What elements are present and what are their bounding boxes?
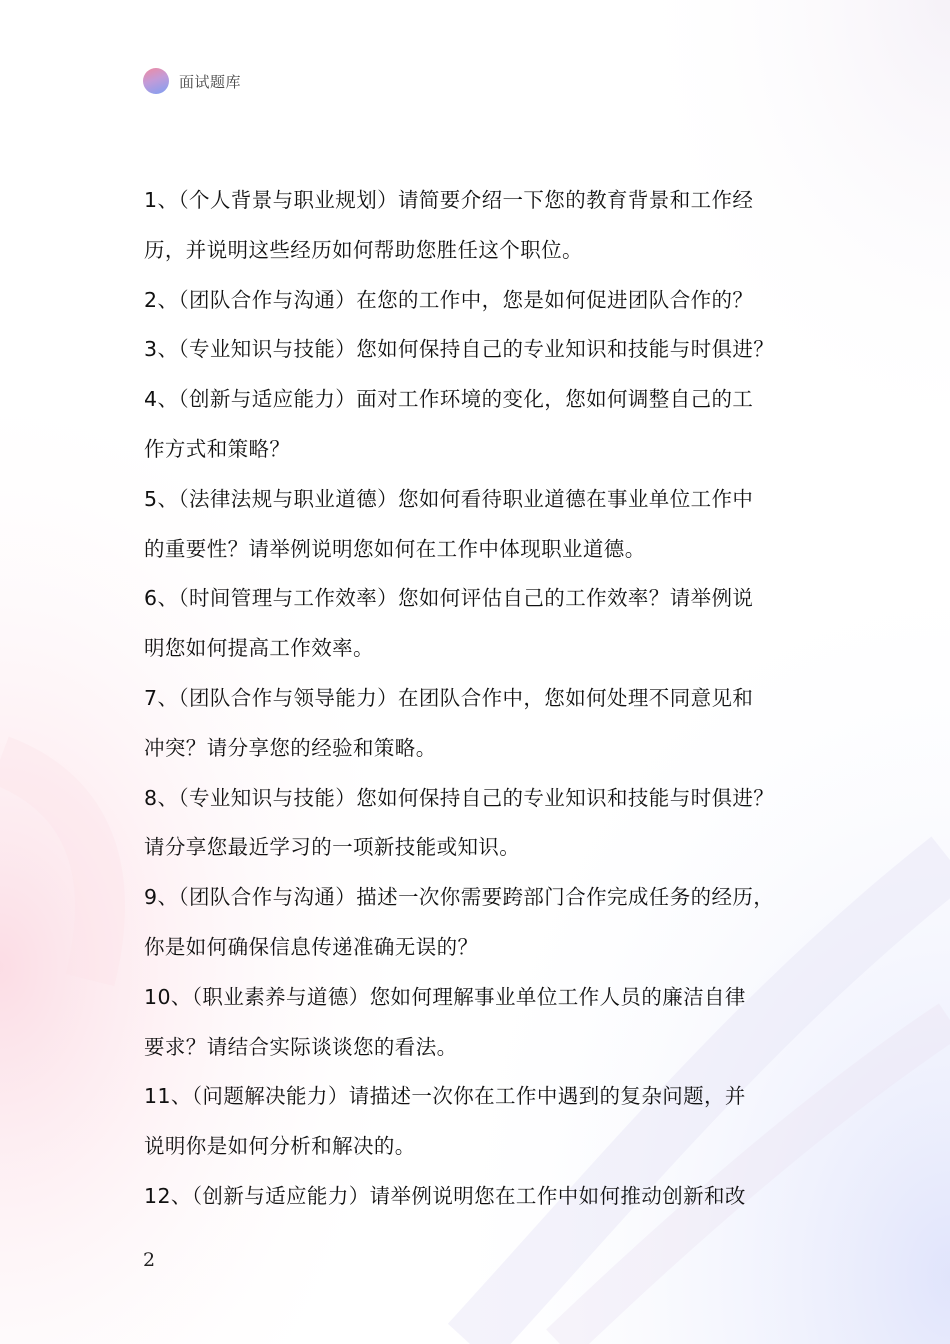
question-item [144, 375, 824, 475]
question-line: 6、（时间管理与工作效率）您如何评估自己的工作效率？请举例说 [144, 586, 754, 611]
question-item [144, 674, 824, 774]
question-line: 7、（团队合作与领导能力）在团队合作中，您如何处理不同意见和 [144, 685, 754, 710]
question-item [144, 475, 824, 575]
logo-icon [143, 68, 169, 94]
question-item [144, 774, 824, 874]
question-line: 历，并说明这些经历如何帮助您胜任这个职位。 [144, 237, 583, 262]
question-item [144, 574, 824, 674]
question-item [144, 873, 824, 973]
question-line: 1、（个人背景与职业规划）请简要介绍一下您的教育背景和工作经 [144, 188, 754, 212]
question-item [144, 1072, 824, 1172]
question-line: 10、（职业素养与道德）您如何理解事业单位工作人员的廉洁自律 [144, 984, 746, 1009]
question-line: 12、（创新与适应能力）请举例说明您在工作中如何推动创新和改 [144, 1183, 746, 1208]
question-list [144, 176, 824, 1222]
question-line: 冲突？请分享您的经验和策略。 [144, 735, 437, 760]
header-title: 面试题库 [179, 72, 242, 91]
page-number: 2 [143, 1249, 156, 1271]
question-item [144, 325, 824, 375]
question-item [144, 1172, 824, 1222]
question-line: 请分享您最近学习的一项新技能或知识。 [144, 835, 521, 860]
question-item [144, 176, 824, 276]
question-line: 作方式和策略？ [144, 436, 291, 461]
question-line: 你是如何确保信息传递准确无误的？ [144, 934, 479, 959]
question-line: 5、（法律法规与职业道德）您如何看待职业道德在事业单位工作中 [144, 486, 754, 511]
question-line: 9、（团队合作与沟通）描述一次你需要跨部门合作完成任务的经历， [144, 885, 775, 910]
question-line: 11、（问题解决能力）请描述一次你在工作中遇到的复杂问题，并 [144, 1084, 746, 1109]
question-item [144, 973, 824, 1073]
question-line: 4、（创新与适应能力）面对工作环境的变化，您如何调整自己的工 [144, 387, 754, 412]
question-line: 8、（专业知识与技能）您如何保持自己的专业知识和技能与时俱进？ [144, 785, 775, 810]
question-line: 明您如何提高工作效率。 [144, 636, 374, 661]
question-line: 要求？请结合实际谈谈您的看法。 [144, 1034, 458, 1059]
question-line: 的重要性？请举例说明您如何在工作中体现职业道德。 [144, 536, 646, 561]
question-line: 3、（专业知识与技能）您如何保持自己的专业知识和技能与时俱进？ [144, 337, 775, 362]
question-line: 2、（团队合作与沟通）在您的工作中，您是如何促进团队合作的？ [144, 287, 754, 312]
question-line: 说明你是如何分析和解决的。 [144, 1134, 416, 1159]
page-header [143, 66, 241, 96]
question-item [144, 276, 824, 326]
